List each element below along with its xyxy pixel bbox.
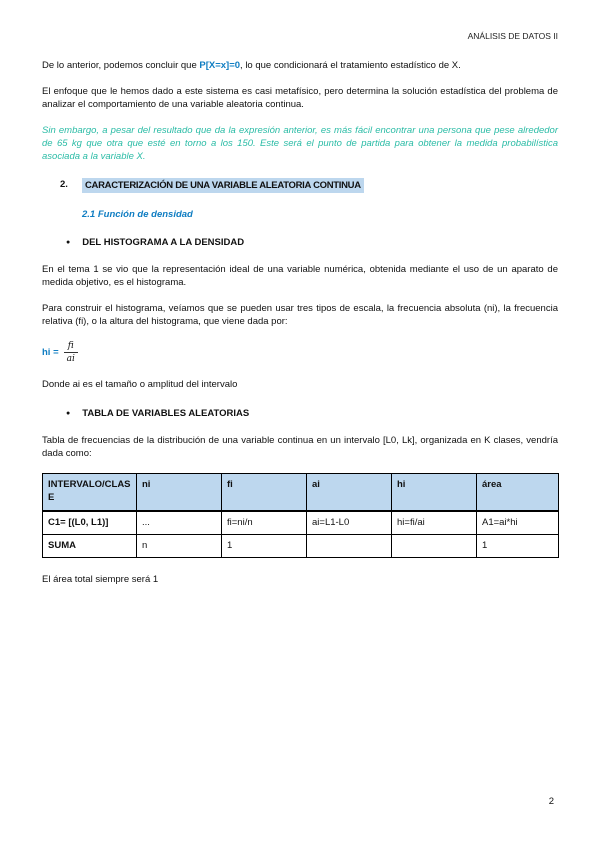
table-header-cell-area: área (477, 474, 559, 512)
formula-numerator: fi (64, 341, 78, 353)
table-cell: n (137, 535, 222, 558)
bullet-icon: ● (66, 410, 71, 417)
paragraph-approach: El enfoque que le hemos dado a este sistema es casi metafísico, pero determina la solución estadística del problema de analizar el comportamiento de una variable aleatoria continua. (42, 86, 558, 110)
bullet-item-histogram (66, 236, 558, 249)
page-header (42, 30, 558, 43)
paragraph-area-total: El área total siempre será 1 (42, 574, 159, 585)
paragraph-conclusion (42, 59, 558, 72)
paragraph-example-teal: Sin embargo, a pesar del resultado que da la expresión anterior, es más fácil encontrar una persona que pese alrededor de 65 kg que otra que esté en torno a los 150. Este será el punto de partida para obtener la medida probabilística asociada a la variable X. (42, 125, 558, 162)
paragraph-amplitud-note: Donde ai es el tamaño o amplitud del intervalo (42, 379, 238, 390)
section-title-highlighted: CARACTERIZACIÓN DE UNA VARIABLE ALEATORIA CONTINUA (82, 178, 364, 193)
paragraph-construir: Para construir el histograma, veíamos que se pueden usar tres tipos de escala, la frecuencia absoluta (ni), la frecuencia relativa (fi), o la altura del histograma, que viene dada por: (42, 303, 558, 327)
table-cell: ... (137, 511, 222, 535)
bullet-label: TABLA DE VARIABLES ALEATORIAS (82, 408, 250, 419)
table-row-suma (43, 535, 559, 558)
table-cell: 1 (222, 535, 307, 558)
paragraph-table-intro: Tabla de frecuencias de la distribución de una variable continua en un intervalo [L0, Lk], organizada en K clases, vendría dada como: (42, 435, 558, 459)
table-cell: SUMA (43, 535, 137, 558)
section-subtitle: 2.1 Función de densidad (82, 209, 193, 220)
table-header-row (43, 474, 559, 512)
bullet-item-tabla (66, 407, 558, 420)
formula-denominator: ai (66, 354, 75, 364)
table-header-cell-fi: fi (222, 474, 307, 512)
table-cell: hi=fi/ai (392, 511, 477, 535)
section-heading (60, 178, 558, 193)
inline-formula-probability: P[X=x]=0 (199, 60, 241, 71)
formula-fraction (64, 341, 78, 364)
table-cell (307, 535, 392, 558)
paragraph-text: De lo anterior, podemos concluir que (42, 60, 200, 71)
paragraph-tema1: En el tema 1 se vio que la representación ideal de una variable numérica, obtenida mediante el uso de un aparato de medida objetivo, es el histograma. (42, 264, 558, 288)
table-cell (392, 535, 477, 558)
paragraph-text: , lo que condicionará el tratamiento estadístico de X. (240, 60, 461, 71)
table-cell: fi=ni/n (222, 511, 307, 535)
table-header-cell-intervalo: INTERVALO/CLASE (43, 474, 137, 512)
density-formula (42, 341, 558, 364)
bullet-label: DEL HISTOGRAMA A LA DENSIDAD (82, 237, 245, 248)
table-header-cell-ai: ai (307, 474, 392, 512)
formula-lhs: hi = (42, 347, 59, 358)
section-number: 2. (60, 179, 68, 190)
table-cell: C1= [(L0, L1)] (43, 511, 137, 535)
table-cell: ai=L1-L0 (307, 511, 392, 535)
header-title: ANÁLISIS DE DATOS II (467, 31, 558, 41)
table-row-c1 (43, 511, 559, 535)
bullet-icon: ● (66, 239, 71, 246)
frequency-table (42, 473, 559, 558)
table-header-cell-hi: hi (392, 474, 477, 512)
page-number: 2 (548, 796, 554, 807)
table-cell: 1 (477, 535, 559, 558)
table-cell: A1=ai*hi (477, 511, 559, 535)
table-header-cell-ni: ni (137, 474, 222, 512)
